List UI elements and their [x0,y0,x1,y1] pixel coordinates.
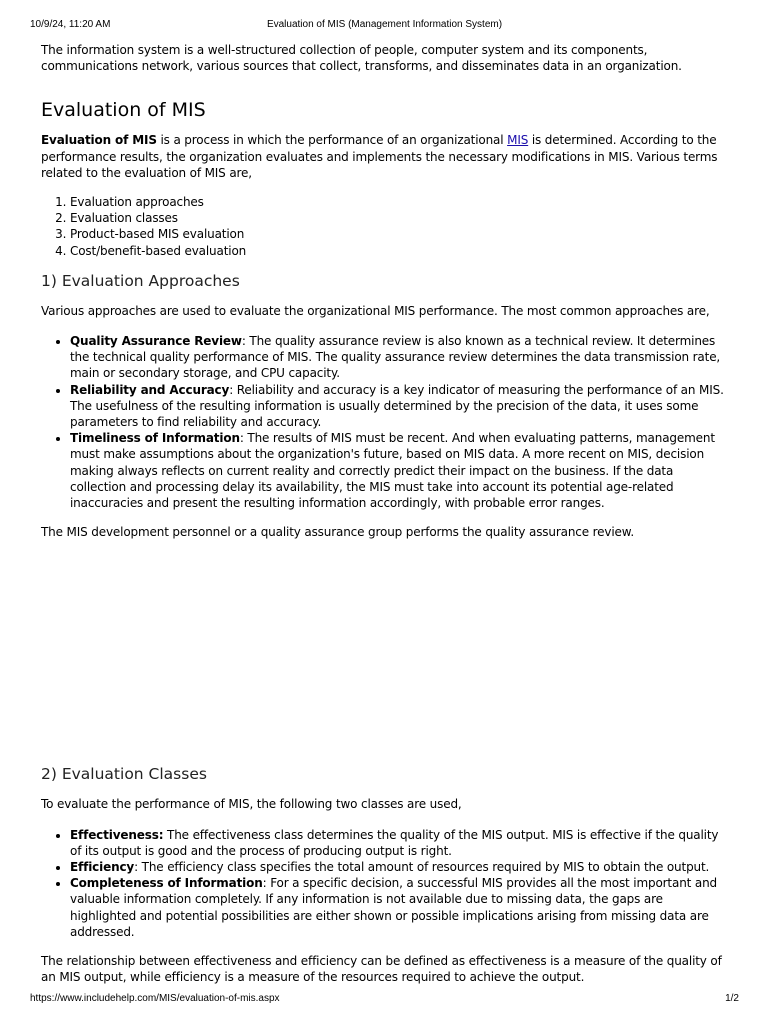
item-term: Effectiveness: [70,827,164,842]
list-item [70,827,731,859]
definition-paragraph [41,132,731,181]
list-item: 2. Evaluation classes [70,210,731,226]
item-term: Completeness of Information [70,876,263,891]
item-text: : The quality assurance review is also known as a technical review. It determines the technical quality performance of MIS. The quality assurance review determines the data transmission rate, main or secondary storage, and CPU capacity. [70,334,721,381]
item-term: Timeliness of Information [70,431,240,446]
print-page-title: Evaluation of MIS (Management Information System) [266,19,503,30]
approaches-intro: Various approaches are used to evaluate the organizational MIS performance. The most common approaches are, [41,303,710,318]
item-term: Efficiency [70,860,135,875]
definition-term: Evaluation of MIS [41,133,157,148]
approaches-outro: The MIS development personnel or a quality assurance group performs the quality assurance review. [41,525,634,540]
page-title: Evaluation of MIS [41,99,206,122]
list-item [70,333,731,382]
item-text: : The efficiency class specifies the total amount of resources required by MIS to obtain the output. [134,860,710,875]
item-term: Reliability and Accuracy [70,382,230,397]
intro-paragraph: The information system is a well-structured collection of people, computer system and its components, communications network, various sources that collect, transforms, and disseminates data in an organization. [41,43,682,74]
classes-list [41,827,731,940]
item-text: : The results of MIS must be recent. And when evaluating patterns, management must make assumptions about the organization's future, based on MIS data. A more recent on MIS, decision making always reflects on current reality and correctly predict their impact on the business. If the data collection and processing delay its availability, the MIS must take into account its potential age-related inaccuracies and present the resulting information accordingly, with probable error ranges. [70,431,715,511]
page-number: 1/2 [725,993,739,1004]
list-item [70,382,731,431]
article-content [41,42,731,986]
definition-text-after-link: is determined. According to the performance results, the organization evaluates and implements the necessary modifications in MIS. Various terms related to the evaluation of MIS are, [41,133,718,180]
list-item: 4. Cost/benefit-based evaluation [70,243,731,259]
list-item [70,430,731,511]
classes-intro: To evaluate the performance of MIS, the following two classes are used, [41,797,462,812]
list-item: 3. Product-based MIS evaluation [70,226,731,242]
mis-link[interactable]: MIS [507,133,529,148]
print-url: https://www.includehelp.com/MIS/evaluation-of-mis.aspx [30,993,280,1004]
definition-text-before-link: is a process in which the performance of an organizational [156,133,508,148]
list-item [70,875,731,940]
section-heading-classes: 2) Evaluation Classes [41,765,207,784]
list-item: 1. Evaluation approaches [70,194,731,210]
approaches-list [41,333,731,511]
print-datetime: 10/9/24, 11:20 AM [30,19,111,30]
classes-outro: The relationship between effectiveness and efficiency can be defined as effectiveness is a measure of the quality of an MIS output, while efficiency is a measure of the resources required to achieve the output. [41,954,722,985]
item-text: The effectiveness class determines the quality of the MIS output. MIS is effective if the quality of its output is good and the process of producing output is right. [70,827,719,858]
terms-list [41,194,731,259]
item-term: Quality Assurance Review [70,334,242,349]
list-item [70,859,731,875]
item-text: : For a specific decision, a successful MIS provides all the most important and valuable information completely. If any information is not available due to missing data, the gaps are highlighted and potential possibilities are either shown or possible implications arising from missing data are addressed. [70,876,717,939]
item-text: : Reliability and accuracy is a key indicator of measuring the performance of an MIS. The usefulness of the resulting information is usually determined by the precision of the data, it uses some parameters to find reliability and accuracy. [70,382,724,430]
section-heading-approaches: 1) Evaluation Approaches [41,271,240,290]
